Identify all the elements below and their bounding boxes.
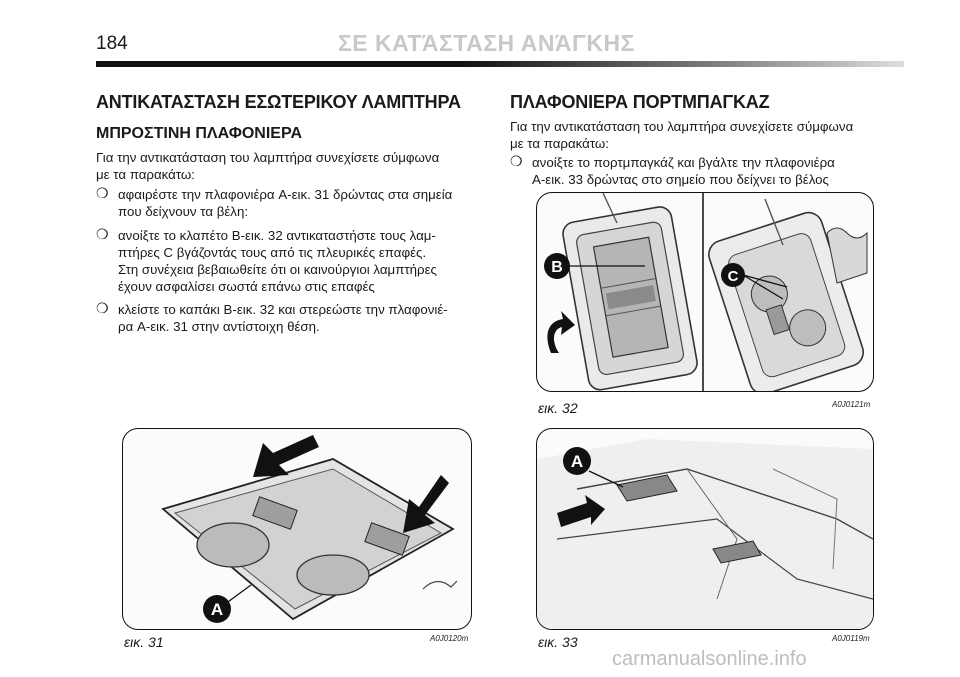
list-item [118, 301, 486, 335]
list-item-line: Στη συνέχεια βεβαιωθείτε ότι οι καινούργιοι λαμπτήρες [118, 262, 437, 277]
watermark: carmanualsonline.info [612, 648, 807, 670]
list-item-line: ανοίξτε το πορτμπαγκάζ και βγάλτε την πλαφονιέρα [532, 155, 835, 170]
rotation-arrow-icon [547, 311, 575, 353]
list-item-line: ανοίξτε το κλαπέτο B-εικ. 32 αντικαταστήστε τους λαμ- [118, 228, 436, 243]
figure-label-a: A [210, 600, 224, 619]
figure-31 [122, 428, 472, 630]
figure-32 [536, 192, 874, 392]
bullet-marker: ❍ [96, 226, 109, 242]
list-item [532, 154, 900, 188]
bullet-marker: ❍ [510, 153, 523, 169]
section-heading: ΑΝΤΙΚΑΤΑΣΤΑΣΗ ΕΣΩΤΕΡΙΚΟΥ ΛΑΜΠΤΗΡΑ [96, 92, 461, 112]
header-rule [96, 61, 904, 67]
intro-line: με τα παρακάτω: [510, 136, 609, 151]
chapter-title: ΣΕ ΚΑΤΆΣΤΑΣΗ ΑΝΆΓΚΗΣ [338, 30, 635, 56]
rear-dome-light-illustration [537, 193, 873, 391]
figure-code: A0J0121m [832, 400, 871, 409]
bullet-marker: ❍ [96, 185, 109, 201]
figure-label-a: A [570, 452, 584, 471]
list-item-line: ρα A-εικ. 31 στην αντίστοιχη θέση. [118, 319, 320, 334]
figure-caption: εικ. 32 [538, 400, 578, 416]
intro-line: με τα παρακάτω: [96, 167, 195, 182]
intro-paragraph [96, 149, 486, 183]
intro-paragraph [510, 118, 900, 152]
subsection-heading: ΜΠΡΟΣΤΙΝΗ ΠΛΑΦΟΝΙΕΡΑ [96, 125, 303, 142]
page-number: 184 [96, 33, 128, 54]
figure-code: A0J0120m [430, 634, 469, 643]
bullet-marker: ❍ [96, 300, 109, 316]
list-item-line: πτήρες C βγάζοντάς τους από τις πλευρικές επαφές. [118, 245, 427, 260]
figure-label-b: B [551, 259, 563, 276]
list-item [118, 186, 486, 220]
figure-33 [536, 428, 874, 630]
figure-caption: εικ. 33 [538, 634, 578, 650]
section-heading: ΠΛΑΦΟΝΙΕΡΑ ΠΟΡΤΜΠΑΓΚΑΖ [510, 92, 770, 112]
intro-line: Για την αντικατάσταση του λαμπτήρα συνεχίσετε σύμφωνα [96, 150, 440, 165]
list-item-line: αφαιρέστε την πλαφονιέρα A-εικ. 31 δρώντας στα σημεία [118, 187, 453, 202]
figure-code: A0J0119m [832, 634, 870, 643]
list-item-line: που δείχνουν τα βέλη: [118, 204, 249, 219]
intro-line: Για την αντικατάσταση του λαμπτήρα συνεχίσετε σύμφωνα [510, 119, 854, 134]
front-dome-light-illustration [123, 429, 471, 629]
trunk-light-illustration [537, 429, 873, 629]
list-item-line: έχουν ασφαλίσει σωστά επάνω στις επαφές [118, 279, 375, 294]
list-item [118, 227, 486, 295]
figure-caption: εικ. 31 [124, 634, 164, 650]
list-item-line: A-εικ. 33 δρώντας στο σημείο που δείχνει το βέλος [532, 172, 829, 187]
figure-label-c: C [727, 268, 739, 285]
list-item-line: κλείστε το καπάκι B-εικ. 32 και στερεώστε την πλαφονιέ- [118, 302, 448, 317]
